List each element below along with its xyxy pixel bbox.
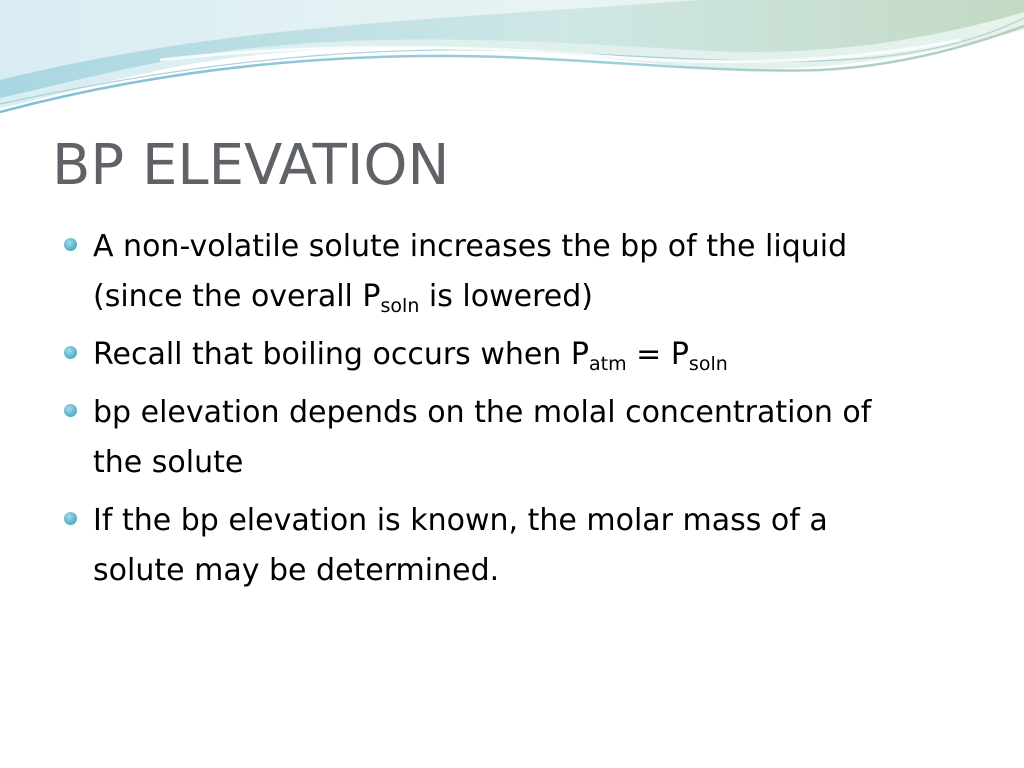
bullet-text: Recall that boiling occurs when P: [93, 337, 589, 372]
header-wave-decoration: [0, 0, 1024, 130]
bullet-text: is lowered): [419, 279, 593, 314]
bullet-item: [62, 222, 942, 322]
bullet-text: bp elevation depends on the molal concentration of: [93, 395, 872, 430]
subscript: atm: [589, 353, 627, 375]
bullet-text: If the bp elevation is known, the molar mass of a: [93, 503, 828, 538]
subscript: soln: [380, 295, 420, 317]
slide-title: BP ELEVATION: [52, 133, 450, 198]
bullet-text: (since the overall P: [93, 279, 381, 314]
subscript: soln: [688, 353, 728, 375]
bullet-text: solute may be determined.: [93, 553, 500, 588]
bullet-dot-icon: [64, 404, 77, 417]
bullet-text: = P: [626, 337, 689, 372]
bullet-item: [62, 388, 942, 488]
bullet-dot-icon: [64, 512, 77, 525]
bullet-text: the solute: [93, 445, 244, 480]
bullet-text: A non-volatile solute increases the bp of the liquid: [93, 229, 848, 264]
bullet-dot-icon: [64, 346, 77, 359]
bullet-item: [62, 330, 942, 380]
bullet-dot-icon: [64, 238, 77, 251]
bullet-list: [62, 222, 942, 604]
bullet-item: [62, 496, 942, 596]
